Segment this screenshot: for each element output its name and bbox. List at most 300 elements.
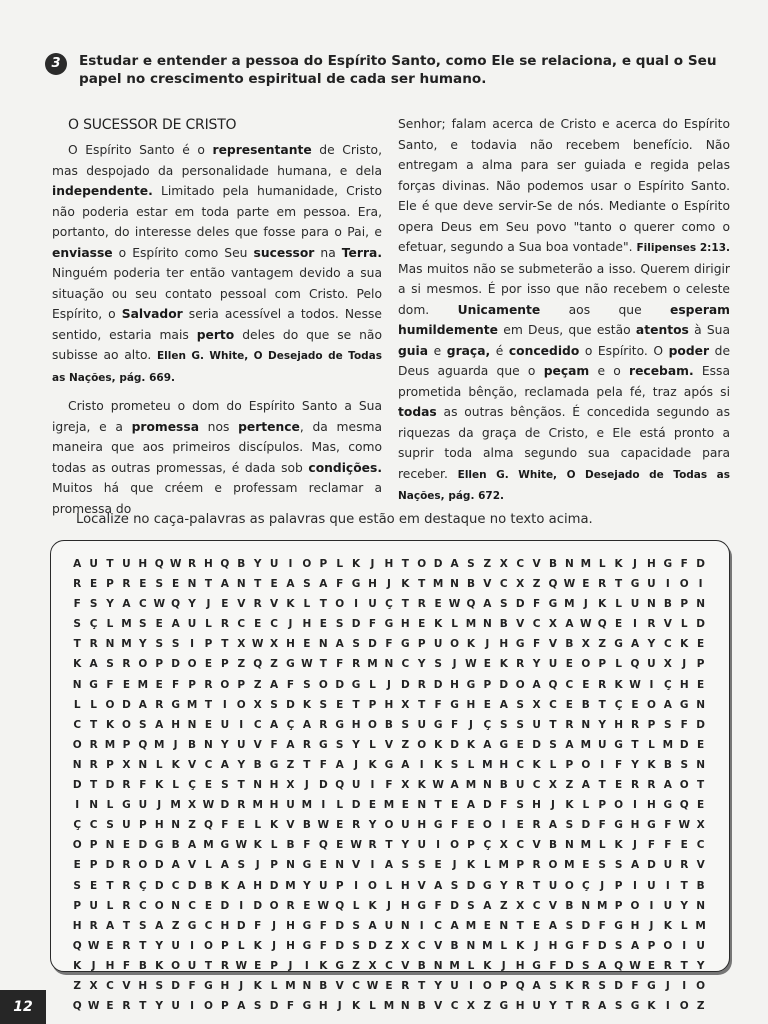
grid-letter: R [188, 558, 197, 570]
grid-letter: X [581, 638, 590, 651]
grid-letter: I [665, 578, 670, 591]
text-run: e o [589, 364, 630, 378]
grid-letter: F [680, 718, 688, 731]
grid-letter: U [220, 718, 230, 731]
grid-letter: W [317, 899, 330, 912]
paragraph [398, 114, 730, 507]
grid-letter: B [417, 959, 426, 972]
grid-letter: Z [270, 658, 278, 671]
grid-letter: H [220, 979, 230, 992]
grid-letter: G [614, 738, 623, 751]
grid-letter: U [89, 899, 98, 912]
grid-letter: C [188, 899, 196, 912]
grid-letter: A [155, 718, 164, 731]
grid-letter: Ç [614, 698, 623, 711]
grid-letter: R [516, 658, 525, 671]
grid-letter: H [515, 1000, 525, 1013]
grid-letter: Z [385, 939, 393, 952]
grid-letter: K [286, 598, 295, 611]
grid-letter: Y [532, 658, 541, 671]
grid-letter: G [417, 899, 427, 912]
grid-letter: F [385, 638, 393, 651]
grid-letter: F [319, 939, 327, 952]
grid-letter: U [597, 738, 607, 751]
grid-letter: M [596, 899, 608, 912]
grid-letter: K [565, 799, 574, 812]
grid-letter: E [450, 799, 459, 812]
grid-letter: J [452, 859, 457, 872]
grid-letter: G [318, 738, 328, 751]
grid-letter: J [386, 678, 391, 691]
grid-letter: T [401, 598, 409, 611]
grid-letter: C [532, 779, 541, 792]
grid-letter: D [154, 859, 164, 872]
grid-letter: V [270, 598, 279, 611]
grid-letter: T [254, 578, 262, 591]
grid-letter: G [302, 939, 312, 952]
grid-letter: Z [237, 658, 246, 671]
grid-letter: Ç [581, 879, 590, 892]
grid-letter: I [354, 879, 359, 892]
grid-letter: M [465, 779, 477, 792]
grid-letter: P [516, 859, 525, 872]
grid-letter: H [138, 558, 148, 570]
grid-letter: I [419, 758, 424, 771]
grid-letter: N [482, 779, 492, 792]
grid-letter: R [286, 899, 295, 912]
grid-letter: F [122, 959, 131, 972]
grid-letter: I [190, 638, 194, 651]
text-run: Essa prometida bênção, reclamada pela fé, traz após si [398, 364, 730, 399]
grid-letter: E [237, 819, 245, 832]
grid-letter: D [351, 618, 361, 631]
grid-letter: F [385, 779, 393, 792]
grid-letter: S [270, 698, 278, 711]
grid-letter: L [369, 1000, 376, 1013]
grid-letter: D [696, 558, 705, 570]
highlighted-term: independente. [52, 184, 153, 198]
grid-letter: O [72, 738, 82, 751]
grid-letter: Ç [188, 779, 196, 792]
grid-letter: G [302, 919, 312, 932]
grid-letter: A [532, 678, 541, 691]
grid-letter: R [122, 1000, 131, 1013]
grid-letter: F [631, 979, 639, 992]
grid-letter: A [384, 859, 393, 872]
grid-letter: Ç [73, 819, 82, 832]
grid-letter: A [450, 779, 459, 792]
grid-letter: G [647, 819, 656, 832]
grid-letter: R [532, 819, 541, 832]
grid-letter: O [269, 899, 279, 912]
grid-letter: E [615, 618, 623, 631]
grid-letter: H [647, 558, 656, 570]
grid-letter: S [352, 919, 360, 932]
grid-letter: Y [303, 879, 311, 892]
grid-letter: R [89, 738, 98, 751]
grid-letter: R [598, 678, 607, 691]
grid-letter: O [679, 779, 689, 792]
grid-letter: A [286, 578, 295, 591]
grid-letter: N [171, 899, 181, 912]
grid-letter: G [515, 638, 525, 651]
grid-letter: Q [515, 979, 525, 992]
grid-letter: M [121, 638, 132, 651]
grid-letter: Ç [138, 879, 147, 892]
grid-letter: H [647, 799, 656, 812]
word-search-box [50, 540, 730, 1013]
grid-letter: F [647, 839, 656, 852]
grid-letter: D [597, 939, 607, 952]
grid-letter: J [600, 879, 605, 892]
grid-letter: E [172, 578, 180, 591]
grid-letter: K [73, 658, 82, 671]
grid-letter: S [582, 959, 590, 972]
grid-letter: P [598, 658, 607, 671]
grid-letter: I [190, 939, 194, 952]
grid-letter: A [450, 919, 459, 932]
grid-letter: J [157, 799, 162, 812]
grid-letter: F [532, 598, 541, 611]
grid-letter: M [465, 919, 477, 932]
grid-letter: R [647, 618, 656, 631]
grid-letter: S [155, 979, 164, 992]
grid-letter: T [90, 779, 98, 792]
grid-letter: H [400, 899, 410, 912]
grid-letter: T [106, 558, 114, 570]
grid-letter: R [630, 779, 640, 792]
grid-letter: P [270, 959, 278, 972]
grid-letter: K [171, 758, 180, 771]
grid-letter: E [319, 618, 327, 631]
grid-letter: G [89, 678, 98, 691]
grid-letter: O [236, 698, 246, 711]
grid-letter: X [401, 939, 410, 952]
grid-letter: S [303, 678, 311, 691]
grid-letter: T [418, 698, 426, 711]
grid-letter: B [204, 879, 213, 892]
grid-letter: H [269, 779, 279, 792]
grid-letter: G [384, 758, 394, 771]
grid-letter: B [417, 1000, 426, 1013]
grid-letter: S [516, 698, 524, 711]
grid-letter: H [614, 718, 623, 731]
grid-letter: G [351, 678, 361, 691]
grid-letter: E [319, 859, 327, 872]
grid-letter: W [678, 819, 691, 832]
grid-letter: A [73, 558, 82, 570]
grid-letter: M [695, 919, 706, 932]
grid-letter: S [499, 598, 508, 611]
grid-letter: N [318, 638, 328, 651]
highlighted-term: concedido [508, 343, 580, 358]
grid-letter: F [664, 839, 672, 852]
grid-letter: Q [203, 819, 213, 832]
grid-letter: S [516, 799, 524, 812]
grid-letter: O [368, 718, 377, 731]
grid-letter: U [269, 558, 279, 570]
grid-letter: K [499, 658, 508, 671]
grid-letter: Q [154, 558, 164, 570]
text-run: o Espírito como Seu [112, 245, 254, 260]
grid-letter: H [220, 919, 230, 932]
grid-letter: X [237, 638, 246, 651]
grid-letter: H [499, 638, 509, 651]
grid-letter: V [417, 879, 426, 892]
grid-letter: Z [171, 919, 180, 932]
grid-letter: V [237, 598, 246, 611]
highlighted-term: promessa [131, 419, 199, 434]
grid-letter: B [188, 738, 197, 751]
grid-letter: M [662, 738, 674, 751]
grid-letter: R [417, 678, 426, 691]
grid-letter: H [630, 919, 640, 932]
grid-letter: V [352, 859, 361, 872]
grid-letter: O [663, 939, 673, 952]
grid-letter: S [434, 658, 442, 671]
grid-letter: J [288, 618, 293, 631]
grid-letter: T [139, 939, 147, 952]
grid-letter: S [516, 718, 524, 731]
grid-letter: K [434, 738, 443, 751]
grid-letter: H [72, 919, 82, 932]
grid-letter: P [483, 678, 492, 691]
grid-letter: Q [679, 799, 689, 812]
grid-letter: R [253, 598, 262, 611]
grid-letter: J [386, 899, 391, 912]
grid-letter: F [450, 718, 459, 731]
grid-letter: L [467, 959, 475, 972]
grid-letter: V [696, 859, 705, 872]
grid-letter: T [139, 1000, 147, 1013]
grid-letter: N [105, 638, 115, 651]
grid-letter: B [581, 698, 590, 711]
grid-letter: P [122, 738, 131, 751]
grid-letter: Q [466, 598, 476, 611]
highlighted-term: Unicamente [457, 302, 541, 317]
grid-letter: Y [499, 879, 508, 892]
grid-letter: P [647, 718, 656, 731]
grid-letter: C [401, 658, 410, 671]
grid-letter: W [87, 939, 100, 952]
grid-letter: K [319, 959, 328, 972]
grid-letter: M [137, 678, 149, 691]
grid-letter: A [630, 859, 640, 872]
grid-letter: M [252, 799, 263, 812]
grid-letter: W [580, 618, 592, 631]
grid-letter: D [581, 819, 591, 832]
grid-letter: J [337, 1000, 342, 1013]
grid-letter: I [649, 678, 654, 691]
grid-letter: P [221, 658, 229, 671]
grid-letter: U [138, 799, 148, 812]
grid-letter: J [468, 718, 473, 731]
grid-letter: C [270, 618, 278, 631]
grid-letter: E [418, 618, 426, 631]
grid-letter: A [499, 698, 508, 711]
grid-letter: X [401, 779, 410, 792]
grid-letter: L [352, 899, 360, 912]
grid-letter: I [649, 899, 654, 912]
grid-letter: G [483, 879, 492, 892]
grid-letter: V [335, 979, 344, 992]
grid-letter: S [352, 638, 360, 651]
grid-letter: L [205, 859, 212, 872]
grid-letter: U [515, 779, 525, 792]
grid-letter: R [319, 718, 328, 731]
grid-letter: L [385, 879, 393, 892]
grid-letter: R [516, 879, 525, 892]
grid-letter: K [483, 959, 492, 972]
text-run: é [490, 343, 509, 358]
grid-letter: M [170, 799, 181, 812]
grid-letter: E [139, 578, 147, 591]
grid-letter: L [106, 799, 114, 812]
grid-letter: V [187, 758, 197, 771]
grid-letter: T [615, 578, 623, 591]
grid-letter: X [187, 799, 197, 812]
grid-letter: N [171, 819, 181, 832]
grid-letter: N [105, 839, 115, 852]
grid-letter: H [400, 879, 410, 892]
grid-letter: S [335, 738, 344, 751]
grid-letter: C [106, 979, 114, 992]
activity-heading [45, 52, 745, 88]
grid-letter: S [89, 598, 98, 611]
grid-letter: T [204, 578, 213, 591]
grid-letter: O [482, 819, 492, 832]
grid-letter: J [91, 959, 96, 972]
highlighted-term: todas [398, 405, 437, 419]
grid-letter: E [680, 839, 688, 852]
text-run: e [428, 343, 447, 358]
grid-letter: X [548, 618, 558, 631]
grid-letter: Y [221, 738, 229, 751]
grid-letter: U [450, 979, 459, 992]
grid-letter: M [580, 839, 592, 852]
text-run: à Sua [688, 323, 730, 337]
grid-letter: C [516, 839, 525, 852]
grid-letter: F [368, 618, 377, 631]
grid-letter: G [351, 578, 361, 591]
grid-letter: S [221, 779, 229, 792]
grid-letter: I [304, 959, 309, 972]
grid-letter: F [598, 819, 606, 832]
grid-letter: E [582, 678, 590, 691]
grid-letter: R [581, 979, 590, 992]
grid-letter: U [171, 1000, 180, 1013]
grid-letter: K [73, 959, 82, 972]
grid-letter: X [696, 819, 705, 832]
grid-letter: B [548, 839, 557, 852]
grid-letter: N [187, 578, 197, 591]
grid-letter: L [549, 758, 557, 771]
grid-letter: H [318, 1000, 328, 1013]
grid-letter: W [301, 658, 313, 671]
grid-letter: E [483, 919, 491, 932]
grid-letter: K [270, 819, 279, 832]
grid-letter: A [237, 879, 246, 892]
grid-letter: Q [72, 939, 82, 952]
grid-letter: G [614, 638, 623, 651]
grid-letter: U [696, 939, 705, 952]
grid-letter: A [122, 598, 131, 611]
grid-letter: E [254, 959, 262, 972]
grid-letter: U [187, 959, 197, 972]
grid-letter: U [368, 598, 377, 611]
grid-letter: X [516, 578, 525, 591]
text-run: Ninguém poderia ter então vantagem devido a sua situação ou seu contato pessoal com Cristo. Pelo Espírito, o [52, 266, 382, 321]
grid-letter: Y [598, 718, 606, 731]
grid-letter: N [400, 919, 410, 932]
grid-letter: H [630, 819, 640, 832]
grid-letter: D [335, 939, 345, 952]
grid-letter: E [697, 678, 705, 691]
grid-letter: A [105, 919, 115, 932]
grid-letter: Q [548, 678, 558, 691]
grid-letter: B [450, 939, 459, 952]
text-run: o Espírito. O [579, 343, 669, 358]
grid-letter: E [483, 658, 491, 671]
grid-letter: S [335, 618, 344, 631]
grid-letter: E [106, 1000, 114, 1013]
grid-letter: F [500, 799, 508, 812]
grid-letter: A [335, 758, 344, 771]
grid-letter: Y [155, 939, 164, 952]
grid-letter: W [202, 799, 215, 812]
grid-letter: T [680, 879, 688, 892]
grid-letter: I [239, 899, 244, 912]
grid-letter: K [253, 839, 262, 852]
grid-letter: W [251, 638, 264, 651]
grid-letter: A [581, 779, 590, 792]
grid-letter: C [253, 718, 262, 731]
highlighted-term: recebam. [629, 364, 694, 378]
grid-letter: D [72, 779, 82, 792]
grid-letter: W [350, 839, 362, 852]
grid-letter: G [122, 799, 131, 812]
grid-letter: A [663, 698, 672, 711]
grid-letter: O [450, 638, 460, 651]
grid-letter: T [90, 718, 98, 731]
grid-letter: D [450, 738, 459, 751]
grid-letter: R [122, 879, 131, 892]
grid-letter: W [235, 839, 248, 852]
grid-letter: O [450, 839, 460, 852]
grid-letter: U [647, 578, 656, 591]
grid-letter: Ç [663, 678, 672, 691]
grid-letter: L [615, 598, 622, 611]
grid-letter: G [499, 1000, 509, 1013]
grid-letter: N [564, 839, 574, 852]
grid-letter: W [317, 819, 330, 832]
grid-letter: B [663, 758, 672, 771]
grid-letter: C [565, 678, 574, 691]
grid-letter: O [220, 678, 230, 691]
grid-letter: T [303, 758, 311, 771]
grid-letter: S [106, 819, 114, 832]
grid-letter: V [532, 839, 541, 852]
grid-letter: T [352, 698, 360, 711]
grid-letter: Z [188, 819, 196, 832]
grid-letter: E [516, 738, 524, 751]
grid-letter: G [433, 718, 443, 731]
grid-letter: L [336, 558, 344, 570]
grid-letter: A [319, 578, 328, 591]
grid-letter: T [565, 1000, 573, 1013]
grid-letter: J [288, 959, 293, 972]
grid-letter: J [206, 598, 211, 611]
